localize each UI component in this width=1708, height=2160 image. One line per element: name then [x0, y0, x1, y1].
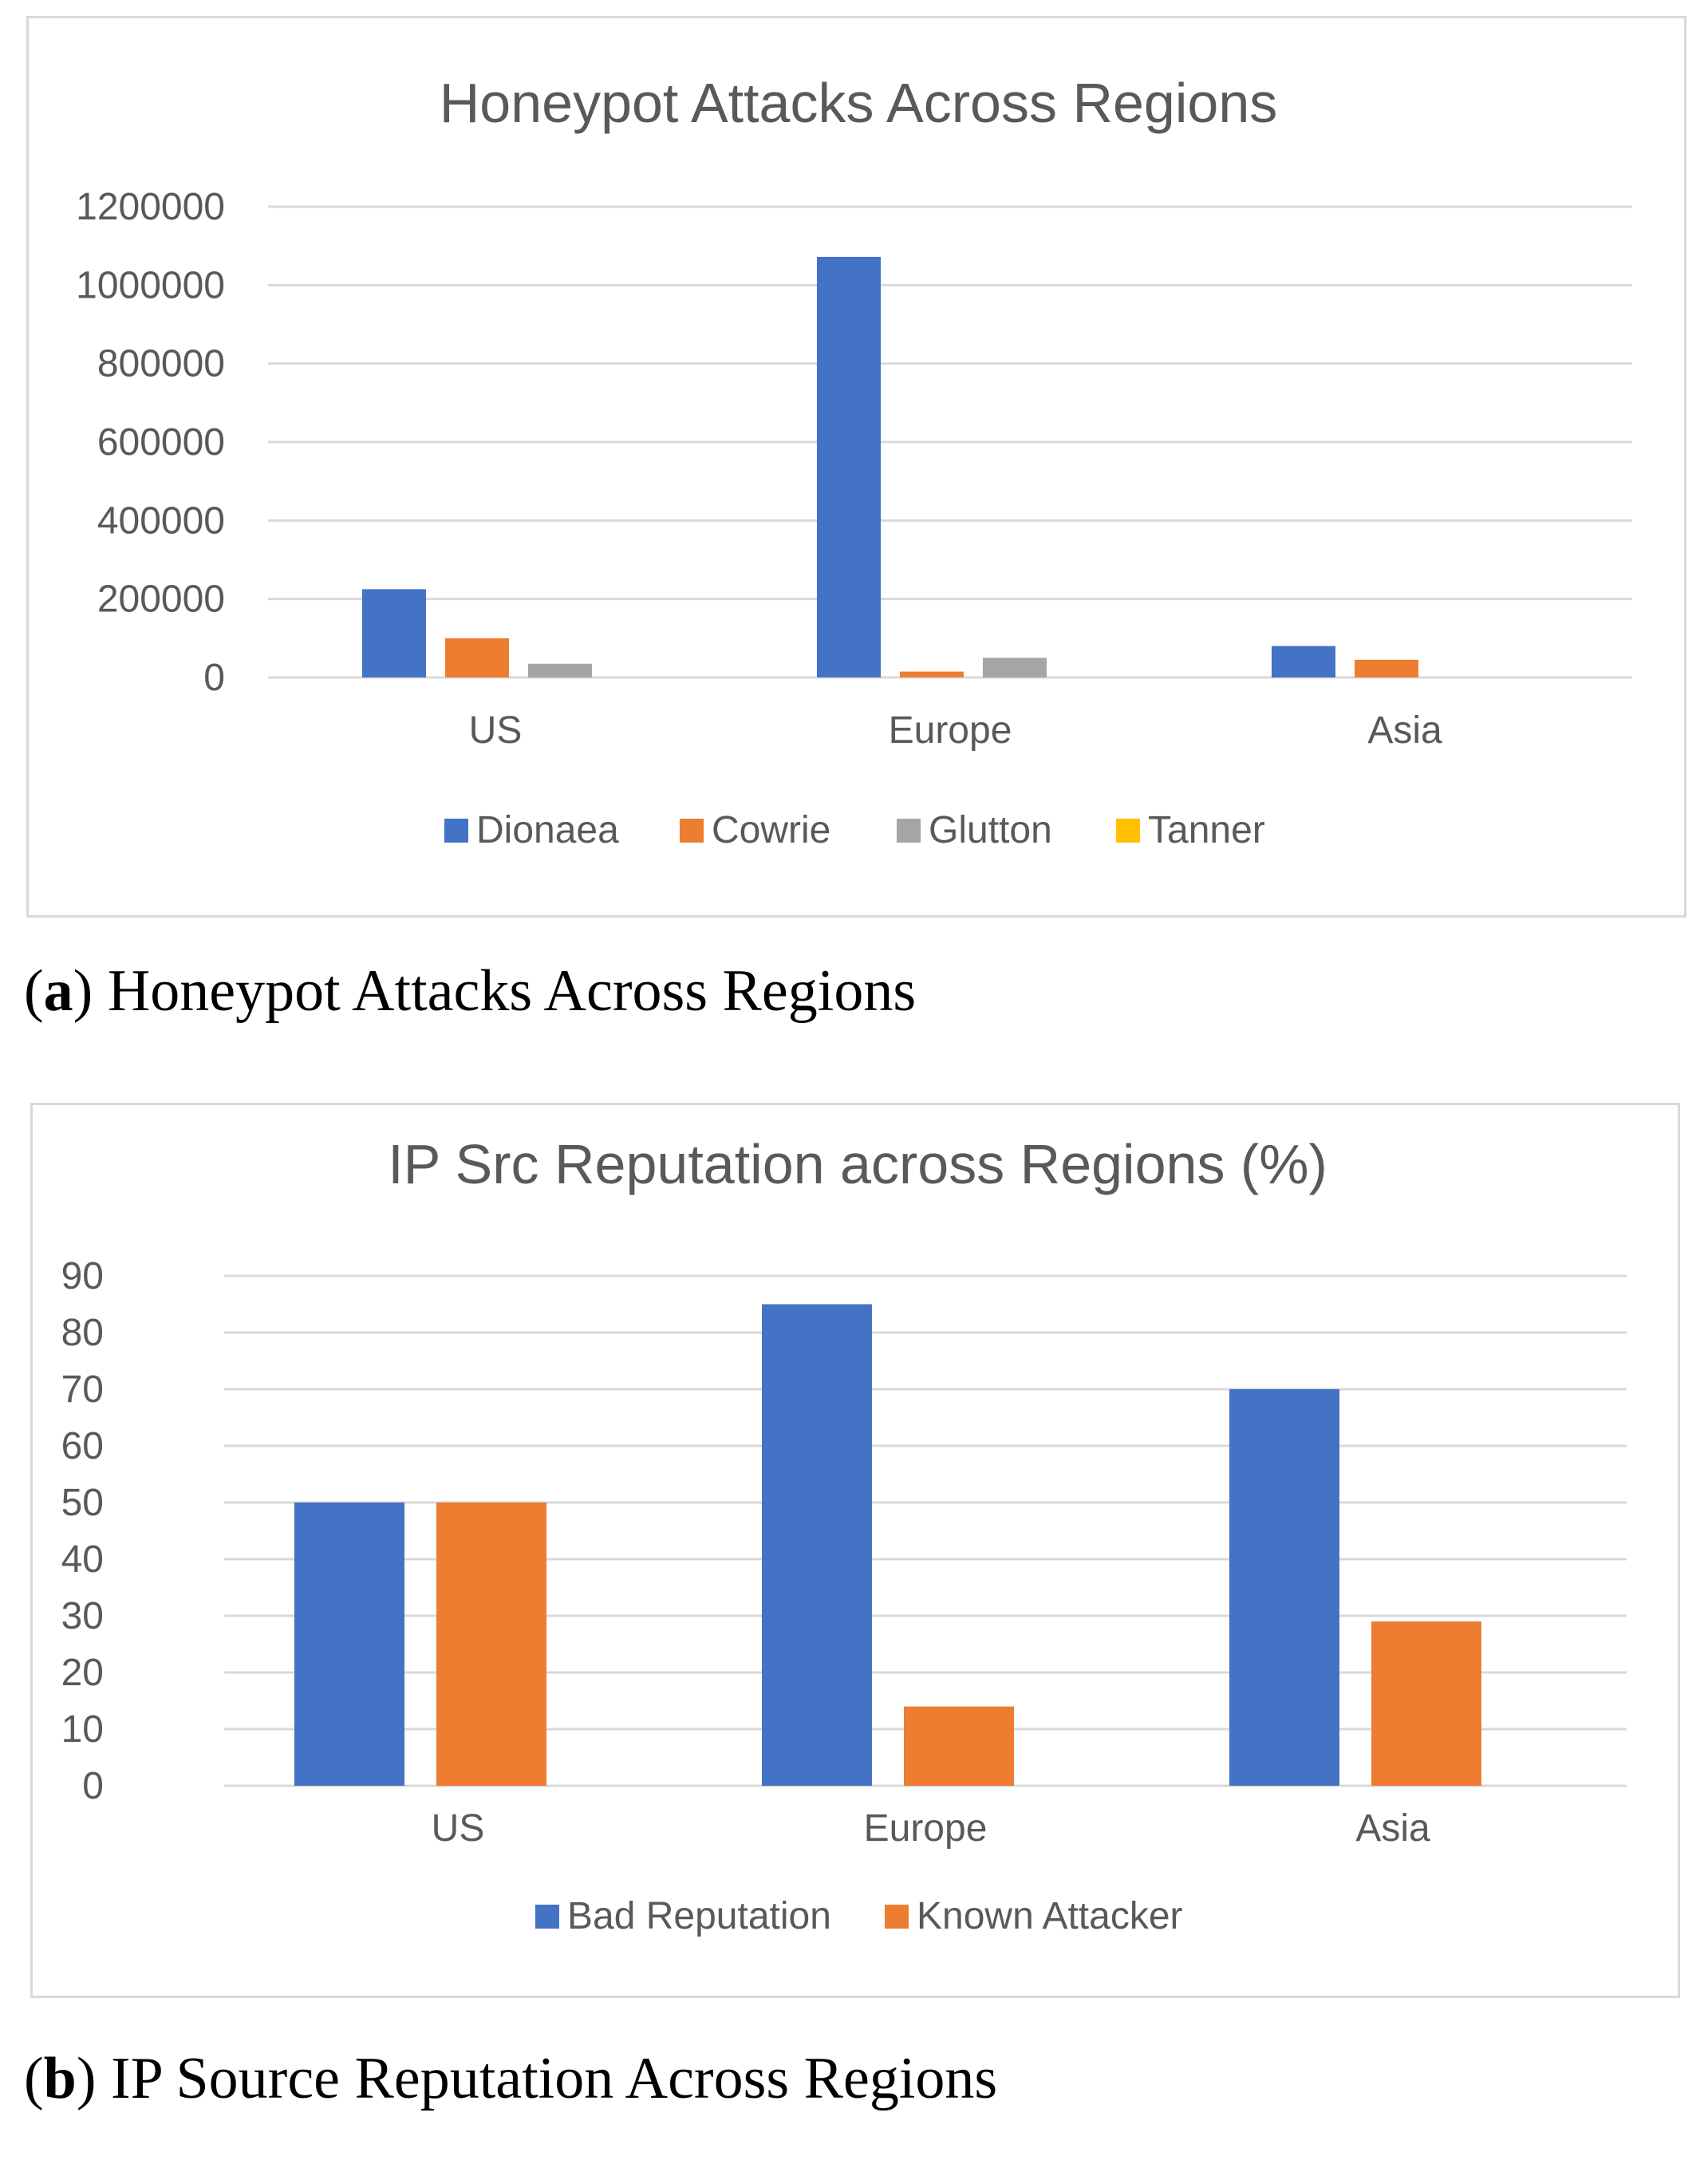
caption-b: (b) IP Source Reputation Across Regions — [24, 2046, 998, 2111]
chart-b-y-tick-label: 40 — [61, 1538, 104, 1581]
chart-b-y-tick-label: 90 — [61, 1255, 104, 1297]
chart-a-y-tick-label: 800000 — [97, 342, 225, 385]
chart-b-y-tick-label: 70 — [61, 1368, 104, 1411]
chart-a-y-tick-label: 600000 — [97, 421, 225, 464]
chart-a-bar-glutton-europe — [983, 657, 1047, 677]
chart-a-bar-glutton-us — [528, 664, 592, 677]
chart-a-y-tick-label: 400000 — [97, 500, 225, 543]
chart-b-legend-label: Known Attacker — [917, 1895, 1183, 1937]
chart-a-legend-swatch — [444, 819, 468, 843]
chart-a-bar-dionaea-asia — [1272, 646, 1335, 677]
chart-b-y-tick-label: 30 — [61, 1595, 104, 1637]
chart-b-bar-bad-reputation-europe — [762, 1305, 872, 1787]
chart-b-title: IP Src Reputation across Regions (%) — [388, 1133, 1327, 1195]
chart-b-bar-bad-reputation-us — [294, 1503, 404, 1786]
chart-a-frame — [26, 16, 1686, 918]
chart-a-bar-cowrie-europe — [900, 672, 964, 677]
chart-b-y-tick-label: 0 — [82, 1765, 104, 1807]
chart-a-legend-label: Glutton — [929, 809, 1052, 851]
chart-b-bar-known-attacker-europe — [904, 1707, 1014, 1786]
chart-b-category-label: US — [431, 1807, 485, 1850]
chart-a-category-label: US — [468, 709, 523, 752]
chart-b-legend-label: Bad Reputation — [567, 1895, 831, 1937]
caption-b-letter: b — [43, 2046, 77, 2111]
chart-a-legend-label: Dionaea — [476, 809, 619, 851]
chart-b-legend-swatch — [535, 1905, 559, 1929]
chart-b-y-tick-label: 10 — [61, 1708, 104, 1751]
chart-b-y-tick-label: 80 — [61, 1312, 104, 1354]
chart-b-bar-known-attacker-us — [436, 1503, 546, 1786]
chart-a-legend-swatch — [1116, 819, 1140, 843]
chart-b-category-label: Asia — [1355, 1807, 1430, 1850]
chart-b-bar-bad-reputation-asia — [1229, 1389, 1339, 1786]
chart-a-bar-dionaea-us — [362, 589, 426, 677]
chart-b-frame — [30, 1103, 1680, 1998]
chart-a-title: Honeypot Attacks Across Regions — [439, 72, 1278, 134]
chart-a-legend-label: Tanner — [1148, 809, 1265, 851]
chart-a-legend-label: Cowrie — [712, 809, 831, 851]
chart-a-bar-cowrie-asia — [1355, 660, 1418, 677]
chart-b-bar-known-attacker-asia — [1371, 1621, 1481, 1786]
chart-b-legend-swatch — [885, 1905, 909, 1929]
chart-a-legend-swatch — [897, 819, 921, 843]
caption-a-letter: a — [43, 958, 73, 1024]
chart-b-y-tick-label: 60 — [61, 1425, 104, 1467]
caption-a-text: Honeypot Attacks Across Regions — [93, 958, 917, 1024]
chart-a-category-label: Europe — [888, 709, 1012, 752]
chart-a-y-tick-label: 200000 — [97, 578, 225, 621]
chart-a-category-label: Asia — [1367, 709, 1442, 752]
chart-b-category-label: Europe — [863, 1807, 988, 1850]
chart-b-y-tick-label: 50 — [61, 1482, 104, 1524]
chart-a-bar-cowrie-us — [445, 638, 509, 677]
chart-a-y-tick-label: 0 — [203, 657, 225, 699]
chart-a-y-tick-label: 1000000 — [76, 264, 225, 307]
chart-a-y-tick-label: 1200000 — [76, 186, 225, 228]
chart-a-legend-swatch — [680, 819, 704, 843]
chart-b-y-tick-label: 20 — [61, 1652, 104, 1694]
caption-a: (a) Honeypot Attacks Across Regions — [24, 958, 917, 1024]
chart-a — [29, 18, 1689, 920]
chart-a-bar-dionaea-europe — [817, 257, 881, 677]
caption-b-text: IP Source Reputation Across Regions — [96, 2046, 998, 2111]
chart-b — [33, 1105, 1682, 2000]
